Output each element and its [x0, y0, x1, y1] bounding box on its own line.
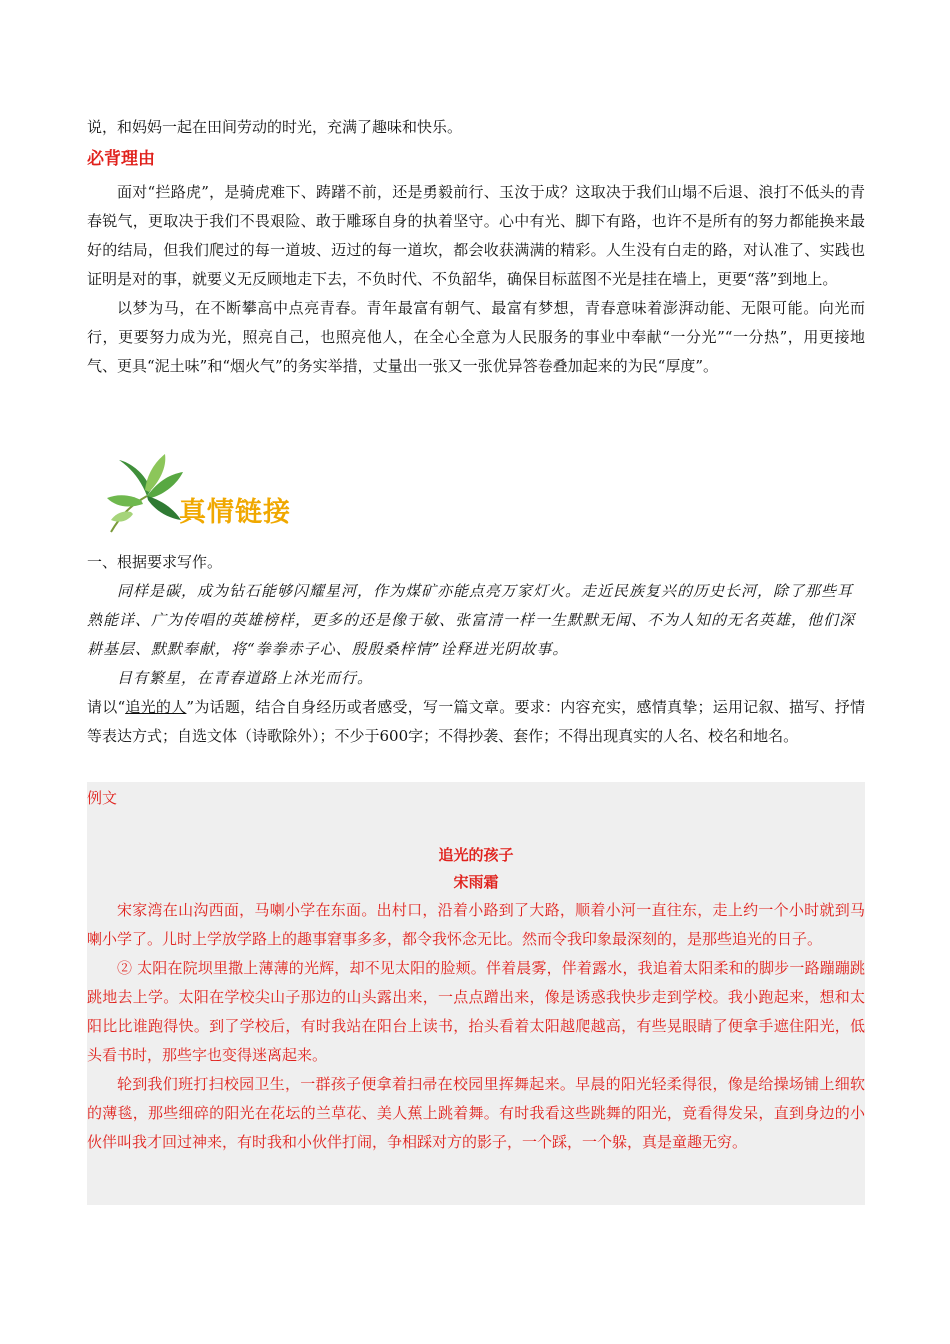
- requirement-suffix: ”为话题，结合自身经历或者感受，写一篇文章。要求：内容充实，感情真挚；运用记叙、描写、抒情等表达方式；自选文体（诗歌除外）；不少于600字；不得抄袭、套作；不得出现真实的人名、校名和地名。: [87, 698, 865, 745]
- sample-label: 例文: [87, 789, 118, 807]
- sample-title: 追光的孩子: [438, 846, 514, 864]
- continuation-line: 说，和妈妈一起在田间劳动的时光，充满了趣味和快乐。: [87, 118, 463, 136]
- sample-paragraph: 宋家湾在山沟西面，马喇小学在东面。出村口，沿着小路到了大路，顺着小河一直往东，走上约一个小时就到马喇小学了。儿时上学放学路上的趣事窘事多多，都令我怀念无比。然而令我印象最深刻的，是那些追光的日子。: [87, 901, 865, 948]
- reasons-heading: 必背理由: [87, 149, 155, 169]
- task-intro: 一、根据要求写作。: [87, 553, 223, 571]
- sample-paragraph: 轮到我们班打扫校园卫生，一群孩子便拿着扫帚在校园里挥舞起来。早晨的阳光轻柔得很，像是给操场铺上细软的薄毯，那些细碎的阳光在花坛的兰草花、美人蕉上跳着舞。有时我看这些跳舞的阳光，竟看得发呆，直到身边的小伙伴叫我才回过神来，有时我和小伙伴打闹，争相踩对方的影子，一个踩，一个躲，真是童趣无穷。: [87, 1075, 865, 1151]
- reasons-paragraph: 面对“拦路虎”，是骑虎难下、踌躇不前，还是勇毅前行、玉汝于成？这取决于我们山塌不后退、浪打不低头的青春锐气，更取决于我们不畏艰险、敢于雕琢自身的执着坚守。心中有光、脚下有路，也许不是所有的努力都能换来最好的结局，但我们爬过的每一道坡、迈过的每一道坎，都会收获满满的精彩。人生没有白走的路，对认准了、实践也证明是对的事，就要义无反顾地走下去，不负时代、不负韶华，确保目标蓝图不光是挂在墙上，更要“落”到地上。: [87, 183, 865, 288]
- sample-author: 宋雨霜: [453, 873, 499, 891]
- banner-title: 真情链接: [179, 497, 291, 528]
- writing-task: [87, 548, 865, 751]
- reasons-section: [87, 146, 865, 381]
- section-banner: [87, 450, 865, 540]
- task-prompt-paragraph: 目有繁星，在青春道路上沐光而行。: [117, 669, 374, 687]
- task-prompt-paragraph: 同样是碳，成为钻石能够闪耀星河，作为煤矿亦能点亮万家灯火。走近民族复兴的历史长河，除了那些耳熟能详、广为传唱的英雄榜样，更多的还是像于敏、张富清一样一生默默无闻、不为人知的无名英雄，他们深耕基层、默默奉献，将“拳拳赤子心、殷殷桑梓情”诠释进光阴故事。: [87, 582, 856, 658]
- task-requirement: [87, 693, 865, 751]
- topic-text: 追光的人: [125, 698, 187, 716]
- requirement-prefix: 请以“: [87, 698, 126, 716]
- sample-essay-box: [87, 782, 865, 1205]
- reasons-paragraph: 以梦为马，在不断攀高中点亮青春。青年最富有朝气、最富有梦想，青春意味着澎湃动能、无限可能。向光而行，更要努力成为光，照亮自己，也照亮他人，在全心全意为人民服务的事业中奉献“一分光”“一分热”，用更接地气、更具“泥土味”和“烟火气”的务实举措，丈量出一张又一张优异答卷叠加起来的为民“厚度”。: [87, 299, 865, 375]
- sample-paragraph: ② 太阳在院坝里撒上薄薄的光辉，却不见太阳的脸颊。伴着晨雾，伴着露水，我追着太阳柔和的脚步一路蹦蹦跳跳地去上学。太阳在学校尖山子那边的山头露出来，一点点蹭出来，像是诱惑我快步走到学校。我小跑起来，想和太阳比比谁跑得快。到了学校后，有时我站在阳台上读书，抬头看着太阳越爬越高，有些晃眼睛了便拿手遮住阳光，低头看书时，那些字也变得迷离起来。: [87, 959, 865, 1064]
